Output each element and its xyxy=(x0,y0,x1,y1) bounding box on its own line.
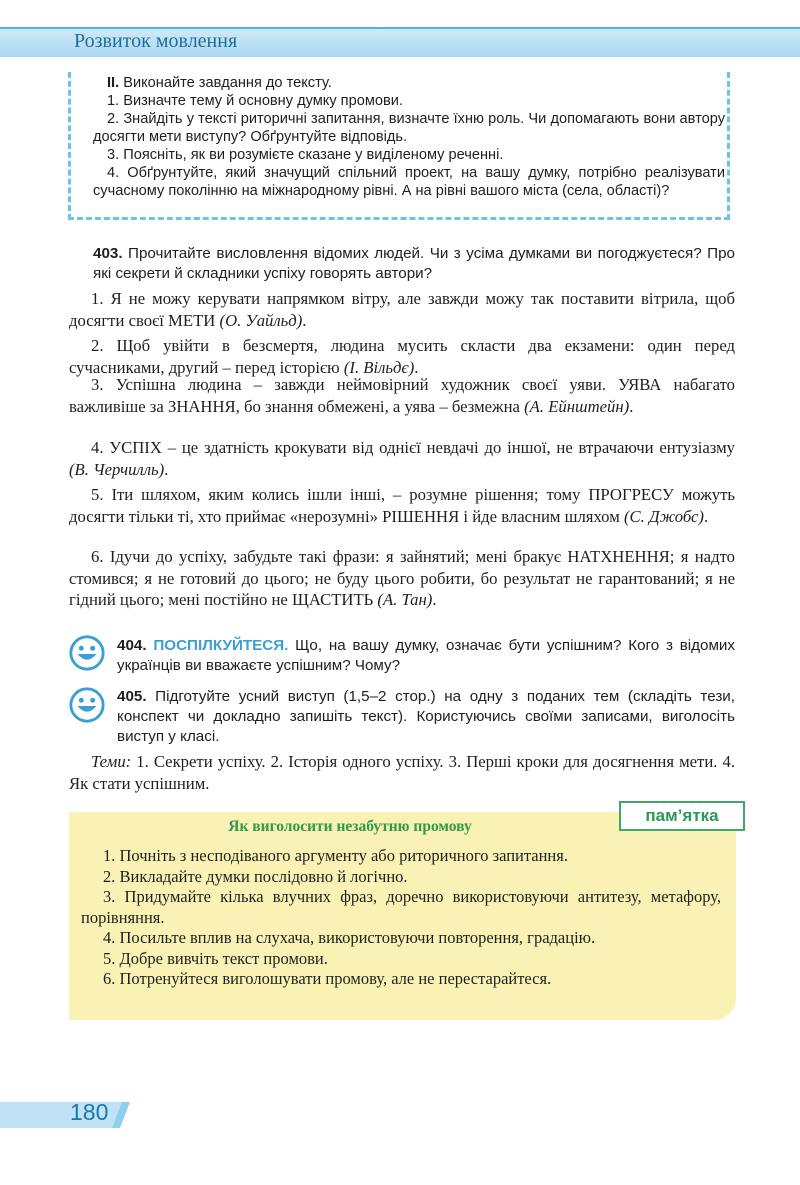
exercise-405 xyxy=(117,687,735,747)
memo-item: 6. Потренуйтеся виголошувати промову, але не перестарайтеся. xyxy=(103,969,552,988)
memo-item: 3. Придумайте кілька влучних фраз, доречно використовуючи антитезу, метафору, порівняння. xyxy=(81,887,721,927)
memo-title: Як виголосити незабутню промову xyxy=(228,818,472,835)
memo-item: 5. Добре вивчіть текст промови. xyxy=(103,948,328,968)
quote-1: 1. Я не можу керувати напрямком вітру, але завжди можу так поставити вітрила, щоб досягти своєї МЕТИ (О. Уайльд). xyxy=(69,289,735,330)
quote-2: 2. Щоб увійти в безсмертя, людина мусить скласти два екзамени: один перед сучасниками, другий – перед історією (І. Вільдє). xyxy=(69,336,735,377)
page-header xyxy=(0,0,800,56)
task-item: 1. Визначте тему й основну думку промови. xyxy=(107,93,403,109)
memo-tag: пам’ятка xyxy=(619,801,745,831)
exercise-text: Що, на вашу думку, означає бути успішним? Кого з відомих українців ви вважаєте успішним? Чому? xyxy=(117,637,736,674)
quote-3: 3. Успішна людина – завжди неймовірний художник своєї уяви. УЯВА набагато важливіше за ЗНАННЯ, бо знання обмежені, а уява – безмежна (А. Ейнштейн). xyxy=(69,375,735,416)
quote-author: (С. Джобс) xyxy=(623,506,704,526)
task-heading: II. Виконайте завдання до тексту. xyxy=(107,75,332,91)
quote-4: 4. УСПІХ – це здатність крокувати від однієї невдачі до іншої, не втрачаючи ентузіазму (В. Черчилль). xyxy=(69,438,735,479)
page-number: 180 xyxy=(70,1099,109,1125)
quote-author: (О. Уайльд) xyxy=(219,310,303,330)
memo-list xyxy=(81,846,721,990)
smiley-icon xyxy=(68,686,106,724)
task-item: 3. Поясніть, як ви розумієте сказане у виділеному реченні. xyxy=(107,147,504,163)
task-item: 2. Знайдіть у тексті риторичні запитання, визначте їхню роль. Чи допомагають вони автору досягти мети виступу? Обґрунтуйте відповідь. xyxy=(93,111,725,145)
exercise-404 xyxy=(117,636,735,676)
quote-author: (А. Тан) xyxy=(377,590,433,609)
quote-author: (В. Черчилль) xyxy=(69,459,165,479)
exercise-number: 404. xyxy=(117,637,147,654)
quote-6: 6. Ідучи до успіху, забудьте такі фрази: я зайнятий; мені бракує НАТХНЕННЯ; я надто стомився; я не готовий до цього; не буду цього робити, бо результат не гарантований; я не гідний цього; мені постійно не ЩАСТИТЬ (А. Тан). xyxy=(69,547,735,609)
task-item: 4. Обґрунтуйте, який значущий спільний проект, на вашу думку, потрібно реалізувати сучасному поколінню на міжнародному рівні. А на рівні вашого міста (села, області)? xyxy=(93,165,725,199)
exercise-text: Прочитайте висловлення відомих людей. Чи з усіма думками ви погоджуєтеся? Про які секрети й складники успіху говорять автори? xyxy=(93,245,735,282)
topics: Теми: 1. Секрети успіху. 2. Історія одного успіху. 3. Перші кроки для досягнення мети. 4. Як стати успішним. xyxy=(69,752,735,793)
memo-item: 4. Посильте вплив на слухача, використовуючи повторення, градацію. xyxy=(103,928,596,947)
task-box xyxy=(93,74,725,200)
quote-5: 5. Іти шляхом, яким колись ішли інші, – розумне рішення; тому ПРОГРЕСУ можуть досягти тільки ті, хто приймає «нерозумні» РІШЕННЯ і йде власним шляхом (С. Джобс). xyxy=(69,485,735,526)
memo-item: 2. Викладайте думки послідовно й логічно. xyxy=(103,866,408,886)
exercise-text: Підготуйте усний виступ (1,5–2 стор.) на одну з поданих тем (складіть тези, конспект чи докладно запишіть текст). Користуючись своїми записами, виголосіть виступ у класі. xyxy=(117,688,735,745)
memo-item: 1. Почніть з несподіваного аргументу або риторичного запитання. xyxy=(103,846,568,865)
exercise-403 xyxy=(93,244,735,284)
quote-author: (А. Ейнштейн) xyxy=(524,396,630,416)
section-title: Розвиток мовлення xyxy=(74,30,238,52)
exercise-number: 405. xyxy=(117,688,147,705)
exercise-highlight: ПОСПІЛКУЙТЕСЯ. xyxy=(146,637,289,654)
smiley-icon xyxy=(68,634,106,672)
topics-label: Теми: xyxy=(91,752,132,771)
quote-author: (І. Вільдє) xyxy=(343,357,415,377)
exercise-number: 403. xyxy=(93,245,123,262)
